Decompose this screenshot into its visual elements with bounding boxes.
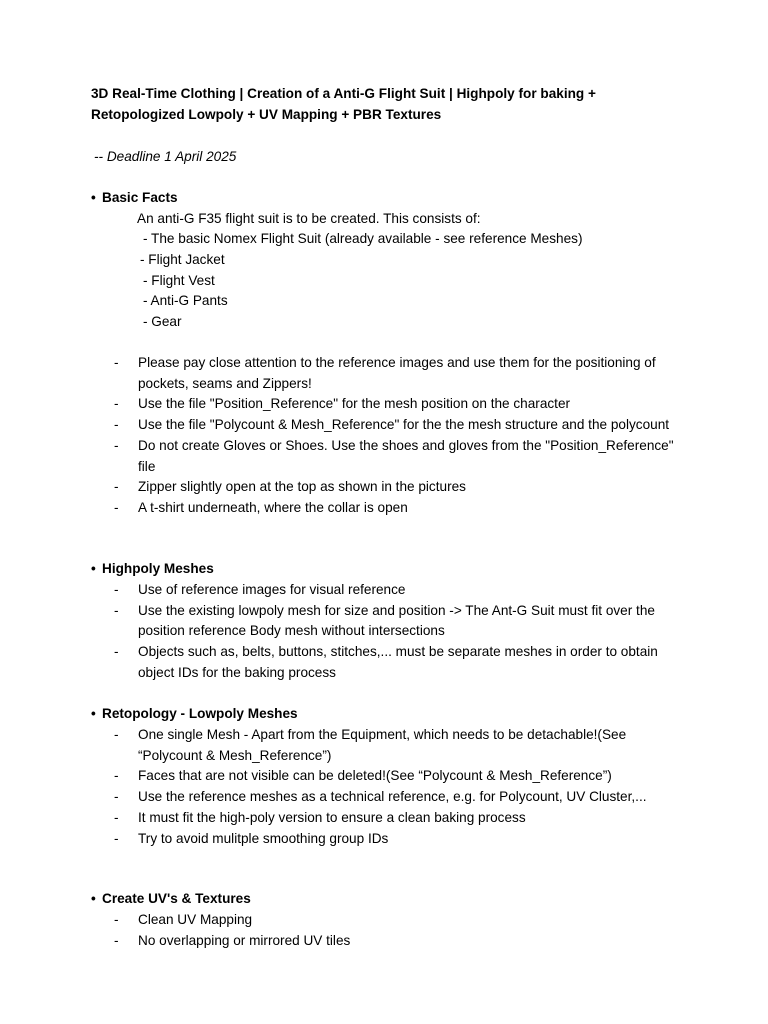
part-item: - Flight Vest xyxy=(143,273,215,288)
list-item: - Please pay close attention to the reference images and use them for the positioning of pockets, seams and Zippers! xyxy=(114,355,656,391)
section-heading-label: Retopology - Lowpoly Meshes xyxy=(102,706,298,721)
part-item: - Gear xyxy=(143,314,182,329)
list-item: - A t-shirt underneath, where the collar is open xyxy=(0,498,680,519)
dash-marker: - xyxy=(114,830,119,846)
bullet-icon: • xyxy=(91,190,96,205)
section-heading-label: Basic Facts xyxy=(102,190,178,205)
bullet-icon: • xyxy=(91,561,96,576)
dash-marker: - xyxy=(114,727,119,742)
dash-marker: - xyxy=(114,479,119,495)
dash-marker: - xyxy=(114,932,119,948)
part-item: - Anti-G Pants xyxy=(143,293,228,308)
dash-marker: - xyxy=(114,396,119,412)
dash-marker: - xyxy=(114,768,119,784)
list-item: - Clean UV Mapping xyxy=(0,910,680,931)
dash-marker: - xyxy=(114,602,119,618)
list-item: - Use the reference meshes as a technical reference, e.g. for Polycount, UV Cluster,... xyxy=(0,787,680,808)
section-heading-highpoly xyxy=(91,559,214,580)
dash-marker: - xyxy=(114,644,119,660)
deadline-text: -- Deadline 1 April 2025 xyxy=(94,149,237,164)
dash-marker: - xyxy=(114,437,119,453)
dash-marker: - xyxy=(114,912,119,927)
list-item: - Use the file "Polycount & Mesh_Reference" for the the mesh structure and the polycount xyxy=(0,415,680,436)
section-heading-uv-textures xyxy=(91,889,251,910)
section-heading-basic-facts xyxy=(91,188,178,209)
document-title: 3D Real-Time Clothing | Creation of a Anti-G Flight Suit | Highpoly for baking + Retopologized Lowpoly + UV Mapping + PBR Textures xyxy=(91,86,596,122)
list-item: - Try to avoid mulitple smoothing group IDs xyxy=(0,829,680,850)
highpoly-list xyxy=(0,580,680,684)
dash-marker: - xyxy=(114,789,119,805)
uv-textures-list xyxy=(0,910,680,951)
section-heading-retopology xyxy=(91,704,298,725)
list-item: - Use of reference images for visual reference xyxy=(0,580,680,601)
basic-facts-list xyxy=(0,353,680,519)
list-item: - One single Mesh - Apart from the Equipment, which needs to be detachable!(See “Polycount & Mesh_Reference”) xyxy=(114,727,627,763)
dash-marker: - xyxy=(114,355,119,370)
dash-marker: - xyxy=(114,499,119,515)
list-item: - Use the existing lowpoly mesh for size and position -> The Ant-G Suit must fit over the position reference Body mesh without intersections xyxy=(114,602,655,639)
list-item: - Use the file "Position_Reference" for the mesh position on the character xyxy=(0,394,680,415)
list-item: - Faces that are not visible can be deleted!(See “Polycount & Mesh_Reference”) xyxy=(0,766,680,787)
list-item: - No overlapping or mirrored UV tiles xyxy=(0,931,680,952)
bullet-icon: • xyxy=(91,891,96,906)
part-item: - Flight Jacket xyxy=(140,252,225,267)
dash-marker: - xyxy=(114,582,119,597)
basic-facts-intro: An anti-G F35 flight suit is to be created. This consists of: xyxy=(137,211,481,226)
list-item: - It must fit the high-poly version to ensure a clean baking process xyxy=(0,808,680,829)
retopology-list xyxy=(0,725,680,849)
section-heading-label: Create UV's & Textures xyxy=(102,891,251,906)
list-item: - Zipper slightly open at the top as shown in the pictures xyxy=(0,477,680,498)
dash-marker: - xyxy=(114,809,119,825)
part-item: - The basic Nomex Flight Suit (already available - see reference Meshes) xyxy=(143,231,583,246)
dash-marker: - xyxy=(114,417,119,433)
section-heading-label: Highpoly Meshes xyxy=(102,561,214,576)
list-item: - Objects such as, belts, buttons, stitches,... must be separate meshes in order to obtain object IDs for the baking process xyxy=(114,644,658,680)
list-item: - Do not create Gloves or Shoes. Use the shoes and gloves from the "Position_Reference" file xyxy=(114,437,674,474)
bullet-icon: • xyxy=(91,706,96,721)
